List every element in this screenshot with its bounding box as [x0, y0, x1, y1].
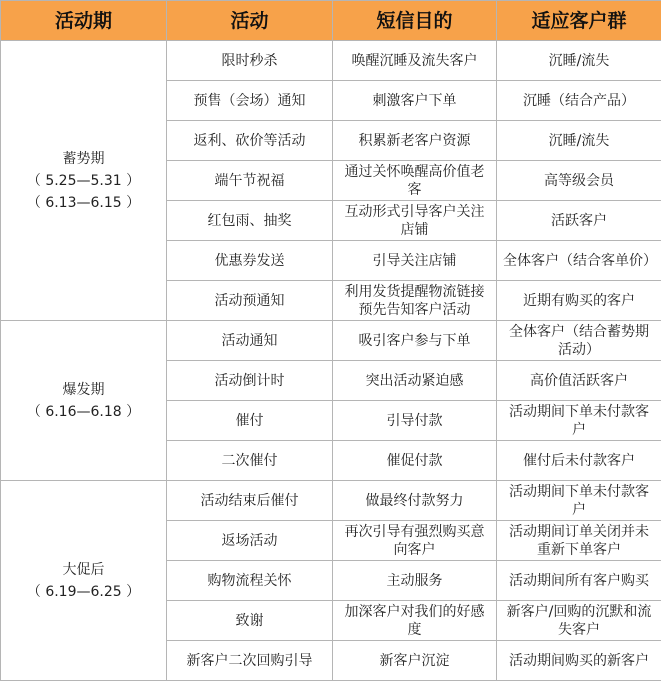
activity-cell: 红包雨、抽奖	[167, 201, 333, 241]
header-phase: 活动期	[1, 1, 167, 41]
phase-date-range: （ 6.19—6.25 ）	[26, 583, 141, 600]
audience-cell: 高价值活跃客户	[497, 361, 661, 401]
purpose-cell: 引导付款	[333, 401, 497, 441]
purpose-cell: 引导关注店铺	[333, 241, 497, 281]
activity-cell: 新客户二次回购引导	[167, 641, 333, 681]
table-row	[1, 41, 661, 81]
phase-cell	[1, 321, 167, 481]
purpose-cell: 刺激客户下单	[333, 81, 497, 121]
audience-cell: 沉睡/流失	[497, 41, 661, 81]
table-row	[1, 321, 661, 361]
phase-name: 爆发期	[62, 381, 105, 398]
purpose-cell: 吸引客户参与下单	[333, 321, 497, 361]
purpose-cell: 突出活动紧迫感	[333, 361, 497, 401]
audience-cell: 活动期间所有客户购买	[497, 561, 661, 601]
activity-cell: 购物流程关怀	[167, 561, 333, 601]
activity-cell: 活动通知	[167, 321, 333, 361]
purpose-cell: 做最终付款努力	[333, 481, 497, 521]
phase-name: 大促后	[62, 561, 105, 578]
table-body	[1, 41, 661, 681]
purpose-cell: 催促付款	[333, 441, 497, 481]
header-activity: 活动	[167, 1, 333, 41]
phase-name: 蓄势期	[62, 150, 105, 167]
audience-cell: 沉睡/流失	[497, 121, 661, 161]
audience-cell: 催付后未付款客户	[497, 441, 661, 481]
purpose-cell: 互动形式引导客户关注店铺	[333, 201, 497, 241]
audience-cell: 全体客户（结合客单价）	[497, 241, 661, 281]
audience-cell: 活动期间购买的新客户	[497, 641, 661, 681]
phase-cell	[1, 481, 167, 681]
activity-cell: 预售（会场）通知	[167, 81, 333, 121]
audience-cell: 高等级会员	[497, 161, 661, 201]
audience-cell: 活动期间下单未付款客户	[497, 481, 661, 521]
audience-cell: 全体客户（结合蓄势期活动）	[497, 321, 661, 361]
header-audience: 适应客户群	[497, 1, 661, 41]
phase-cell	[1, 41, 167, 321]
purpose-cell: 新客户沉淀	[333, 641, 497, 681]
purpose-cell: 主动服务	[333, 561, 497, 601]
activity-cell: 返场活动	[167, 521, 333, 561]
activity-cell: 活动倒计时	[167, 361, 333, 401]
header-row	[1, 1, 661, 41]
activity-cell: 限时秒杀	[167, 41, 333, 81]
phase-date-range: （ 6.13—6.15 ）	[26, 194, 141, 211]
activity-cell: 催付	[167, 401, 333, 441]
activity-cell: 优惠券发送	[167, 241, 333, 281]
header-purpose: 短信目的	[333, 1, 497, 41]
purpose-cell: 通过关怀唤醒高价值老客	[333, 161, 497, 201]
phase-date-range: （ 6.16—6.18 ）	[26, 403, 141, 420]
activity-cell: 活动结束后催付	[167, 481, 333, 521]
audience-cell: 活动期间下单未付款客户	[497, 401, 661, 441]
purpose-cell: 再次引导有强烈购买意向客户	[333, 521, 497, 561]
audience-cell: 活动期间订单关闭并未重新下单客户	[497, 521, 661, 561]
audience-cell: 近期有购买的客户	[497, 281, 661, 321]
table-row	[1, 481, 661, 521]
phase-date-range: （ 5.25—5.31 ）	[26, 172, 141, 189]
activity-cell: 致谢	[167, 601, 333, 641]
audience-cell: 新客户/回购的沉默和流失客户	[497, 601, 661, 641]
audience-cell: 活跃客户	[497, 201, 661, 241]
purpose-cell: 积累新老客户资源	[333, 121, 497, 161]
table-header	[1, 1, 661, 41]
activity-cell: 活动预通知	[167, 281, 333, 321]
audience-cell: 沉睡（结合产品）	[497, 81, 661, 121]
activity-cell: 返利、砍价等活动	[167, 121, 333, 161]
activity-cell: 二次催付	[167, 441, 333, 481]
activity-cell: 端午节祝福	[167, 161, 333, 201]
purpose-cell: 唤醒沉睡及流失客户	[333, 41, 497, 81]
purpose-cell: 加深客户对我们的好感度	[333, 601, 497, 641]
purpose-cell: 利用发货提醒物流链接预先告知客户活动	[333, 281, 497, 321]
